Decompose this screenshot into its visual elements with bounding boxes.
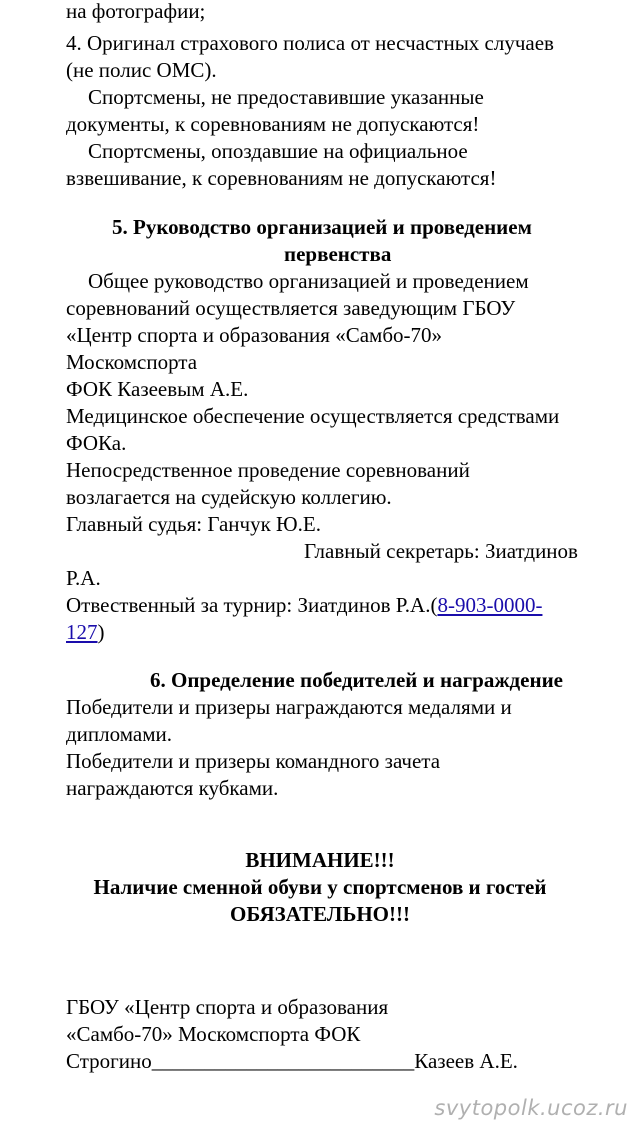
partial-line: на фотографии; (66, 0, 206, 23)
watermark: svytopolk.ucoz.ru (434, 1096, 628, 1120)
signature-line1: ГБОУ «Центр спорта и образования (66, 995, 389, 1019)
secretary-line2: Р.А. (66, 566, 101, 590)
responsible-suffix: ) (97, 620, 105, 644)
attention-line3: ОБЯЗАТЕЛЬНО!!! (229, 902, 410, 926)
s6-p1-line2: дипломами. (66, 722, 172, 746)
phone-link-part1[interactable]: 8-903-0000- (437, 593, 543, 617)
section6-heading: 6. Определение победителей и награждение (150, 668, 564, 692)
section5-heading-line1: 5. Руководство организацией и проведением (112, 215, 532, 239)
warn1-line2: документы, к соревнованиям не допускаются! (66, 112, 480, 136)
section5-heading-line2: первенства (284, 242, 392, 266)
responsible-line1 (66, 592, 542, 619)
s6-p2-line1: Победители и призеры командного зачета (66, 749, 441, 773)
warn1-line1: Спортсмены, не предоставившие указанные (88, 85, 484, 109)
s6-p1-line1: Победители и призеры награждаются медалями и (66, 695, 512, 719)
responsible-line2 (66, 619, 105, 646)
chief-judge: Главный судья: Ганчук Ю.Е. (66, 512, 321, 536)
s5-p2-line2: ФОКа. (66, 431, 127, 455)
s5-p1-line3: «Центр спорта и образования «Самбо-70» (66, 323, 443, 347)
signature-line2: «Самбо-70» Москомспорта ФОК (66, 1022, 361, 1046)
s5-p1-line1: Общее руководство организацией и проведением (88, 269, 529, 293)
responsible-prefix: Отвественный за турнир: Зиатдинов Р.А.( (66, 593, 438, 617)
s5-p1-line5: ФОК Казеевым А.Е. (66, 377, 249, 401)
s5-p1-line4: Москомспорта (66, 350, 198, 374)
signature-line3: Строгино_________________________Казеев А.Е. (66, 1049, 518, 1073)
attention-line2: Наличие сменной обуви у спортсменов и гостей (93, 875, 547, 899)
s5-p3-line2: возлагается на судейскую коллегию. (66, 485, 392, 509)
secretary-line1: Главный секретарь: Зиатдинов (304, 539, 578, 563)
s5-p2-line1: Медицинское обеспечение осуществляется средствами (66, 404, 560, 428)
phone-link-part2[interactable]: 127 (66, 620, 98, 644)
attention-line1: ВНИМАНИЕ!!! (245, 848, 395, 872)
s5-p3-line1: Непосредственное проведение соревнований (66, 458, 470, 482)
item4-line2: (не полис ОМС). (66, 58, 217, 82)
warn2-line1: Спортсмены, опоздавшие на официальное (88, 139, 468, 163)
s6-p2-line2: награждаются кубками. (66, 776, 279, 800)
item4-line1: 4. Оригинал страхового полиса от несчастных случаев (66, 31, 554, 55)
s5-p1-line2: соревнований осуществляется заведующим ГБОУ (66, 296, 516, 320)
warn2-line2: взвешивание, к соревнованиям не допускаются! (66, 166, 497, 190)
